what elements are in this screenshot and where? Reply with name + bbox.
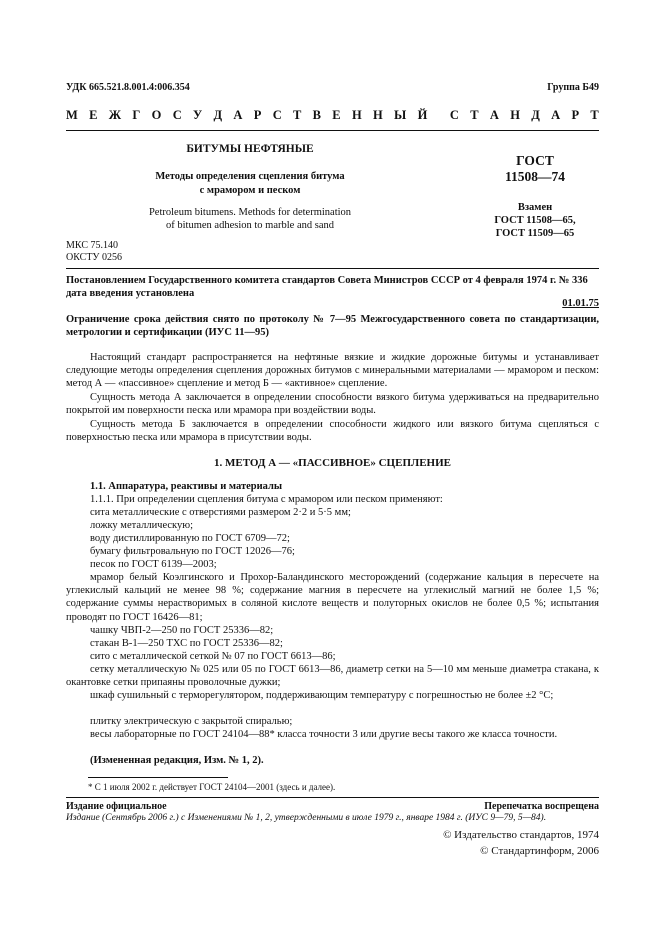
gost-number-block: ГОСТ 11508—74 — [504, 153, 565, 184]
group-code: Группа Б49 — [547, 82, 599, 93]
classification-codes: МКС 75.140 ОКСТУ 0256 — [66, 240, 123, 263]
list-item: сита металлические с отверстиями размером 2·2 и 5·5 мм; — [90, 507, 351, 518]
restriction-text: Ограничение срока действия снято по протоколу № 7—95 Межгосударственного совета по стандартизации, метрологии и сертификации (ИУС 11—95) — [66, 314, 599, 339]
header-rule — [66, 130, 599, 131]
document-subtitle: Методы определения сцепления битума с мрамором и песком — [155, 171, 345, 196]
list-item: песок по ГОСТ 6139—2003; — [90, 559, 217, 570]
english-title: Petroleum bitumens. Methods for determination of bitumen adhesion to marble and sand — [148, 207, 352, 231]
list-item: сетку металлическую № 025 или 05 по ГОСТ 6613—86, диаметр сетки на 5—10 мм меньше диаметра стакана, к окантовке сетки припаяны проволочные дужки; — [66, 664, 599, 689]
intro-paragraph: Сущность метода А заключается в определении способности вязкого битума удерживаться на предварительно покрытой им поверхности песка или мрамора при воздействии воды. — [66, 392, 599, 417]
udk-code: УДК 665.521.8.001.4:006.354 — [66, 82, 190, 93]
intro-paragraph: Сущность метода Б заключается в определении способности жидкого или вязкого битума сцепляться с поверхностью песка или мрамора в присутствии воды. — [66, 419, 599, 444]
list-item: бумагу фильтровальную по ГОСТ 12026—76; — [90, 546, 295, 557]
list-item: чашку ЧВП-2—250 по ГОСТ 25336—82; — [90, 625, 274, 636]
effective-date: 01.01.75 — [562, 298, 599, 309]
copyright-standartinform: © Стандартинформ, 2006 — [480, 845, 599, 857]
list-item: весы лабораторные по ГОСТ 24104—88* класса точности 3 или другие весы такого же класса точности. — [90, 729, 558, 740]
list-item: воду дистиллированную по ГОСТ 6709—72; — [90, 533, 290, 544]
list-item: шкаф сушильный с терморегулятором, поддерживающим температуру с погрешностью не более ±2 °С; — [90, 690, 554, 701]
edition-note: Издание (Сентябрь 2006 г.) с Изменениями № 1, 2, утвержденными в июле 1979 г., январе 1984 г. (ИУС 9—79, 5—84). — [66, 813, 547, 823]
subsection-heading: 1.1. Аппаратура, реактивы и материалы — [90, 481, 283, 492]
copyright-publisher: © Издательство стандартов, 1974 — [443, 829, 599, 841]
interstate-standard-banner: М Е Ж Г О С У Д А Р С Т В Е Н Н Ы Й С Т А Н Д А Р Т — [66, 108, 599, 122]
edit-note: (Измененная редакция, Изм. № 1, 2). — [90, 755, 264, 766]
footer-rule — [66, 797, 599, 798]
list-item: сито с металлической сеткой № 07 по ГОСТ 6613—86; — [90, 651, 336, 662]
document-title: БИТУМЫ НЕФТЯНЫЕ — [186, 143, 314, 155]
list-item: мрамор белый Коэлгинского и Прохор-Баландинского месторождений (содержание кальция в пересчете на углекислый кальций не менее 98 %; содержание магния в пересчете на углекислый магний не более 1,5 %; содержание суммы нерастворимых в соляной кислоте веществ и полуторных окислов не более 0,5 %; испытания проводят по ГОСТ 16426—81; — [66, 572, 599, 623]
reprint-prohibited: Перепечатка воспрещена — [484, 801, 599, 812]
decree-text: Постановлением Государственного комитета стандартов Совета Министров СССР от 4 февраля 1974 г. № 336 дата введения установлена — [66, 275, 588, 300]
footnote-rule — [88, 777, 228, 778]
list-item: стакан В-1—250 ТХС по ГОСТ 25336—82; — [90, 638, 283, 649]
section-heading: 1. МЕТОД А — «ПАССИВНОЕ» СЦЕПЛЕНИЕ — [214, 457, 451, 469]
official-edition: Издание официальное — [66, 801, 167, 812]
footnote: * С 1 июля 2002 г. действует ГОСТ 24104—2001 (здесь и далее). — [88, 782, 336, 792]
list-item: плитку электрическую с закрытой спиралью; — [90, 716, 293, 727]
classification-rule — [66, 268, 599, 269]
intro-paragraph: Настоящий стандарт распространяется на нефтяные вязкие и жидкие дорожные битумы и устанавливает следующие методы определения сцепления дорожных битумов с минеральными материалами — мрамором и песком: метод А — «пассивное» сцепление и метод Б — «активное» сцепление. — [66, 352, 599, 390]
list-item: ложку металлическую; — [90, 520, 194, 531]
list-lead: 1.1.1. При определении сцепления битума с мрамором или песком применяют: — [90, 494, 443, 505]
replaces-block: Взамен ГОСТ 11508—65, ГОСТ 11509—65 — [494, 202, 576, 239]
